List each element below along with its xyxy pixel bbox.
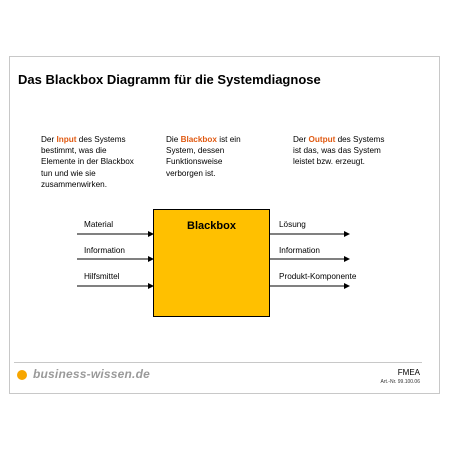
logo-dot-icon xyxy=(17,370,27,380)
footer-code: FMEA xyxy=(397,368,420,377)
footer-logo: business-wissen.de xyxy=(33,367,150,381)
output-desc-text: des Systems ist das, was das System leistet bzw. erzeugt. xyxy=(293,135,385,167)
input-desc-prefix: Der xyxy=(41,135,57,144)
output-desc-prefix: Der xyxy=(293,135,309,144)
input-label-information: Information xyxy=(84,246,125,255)
blackbox-desc-text: ist ein System, dessen Funktionsweise verborgen ist. xyxy=(166,135,241,178)
slide-title: Das Blackbox Diagramm für die Systemdiagnose xyxy=(18,72,321,87)
input-desc-text: des Systems bestimmt, was die Elemente in der Blackbox tun und wie sie zusammenwirken. xyxy=(41,135,134,189)
blackbox-keyword: Blackbox xyxy=(180,135,217,144)
output-label-loesung: Lösung xyxy=(279,220,306,229)
footer-divider xyxy=(14,362,422,363)
blackbox-desc-prefix: Die xyxy=(166,135,181,144)
input-label-hilfsmittel: Hilfsmittel xyxy=(84,272,120,281)
output-label-produkt: Produkt-Komponente xyxy=(279,272,357,281)
input-keyword: Input xyxy=(56,135,77,144)
output-keyword: Output xyxy=(308,135,336,144)
input-label-material: Material xyxy=(84,220,114,229)
footer-art-number: Art.-Nr. 99.100.06 xyxy=(380,379,420,385)
blackbox-label: Blackbox xyxy=(187,220,236,232)
blackbox-box xyxy=(153,209,270,317)
output-label-information: Information xyxy=(279,246,320,255)
